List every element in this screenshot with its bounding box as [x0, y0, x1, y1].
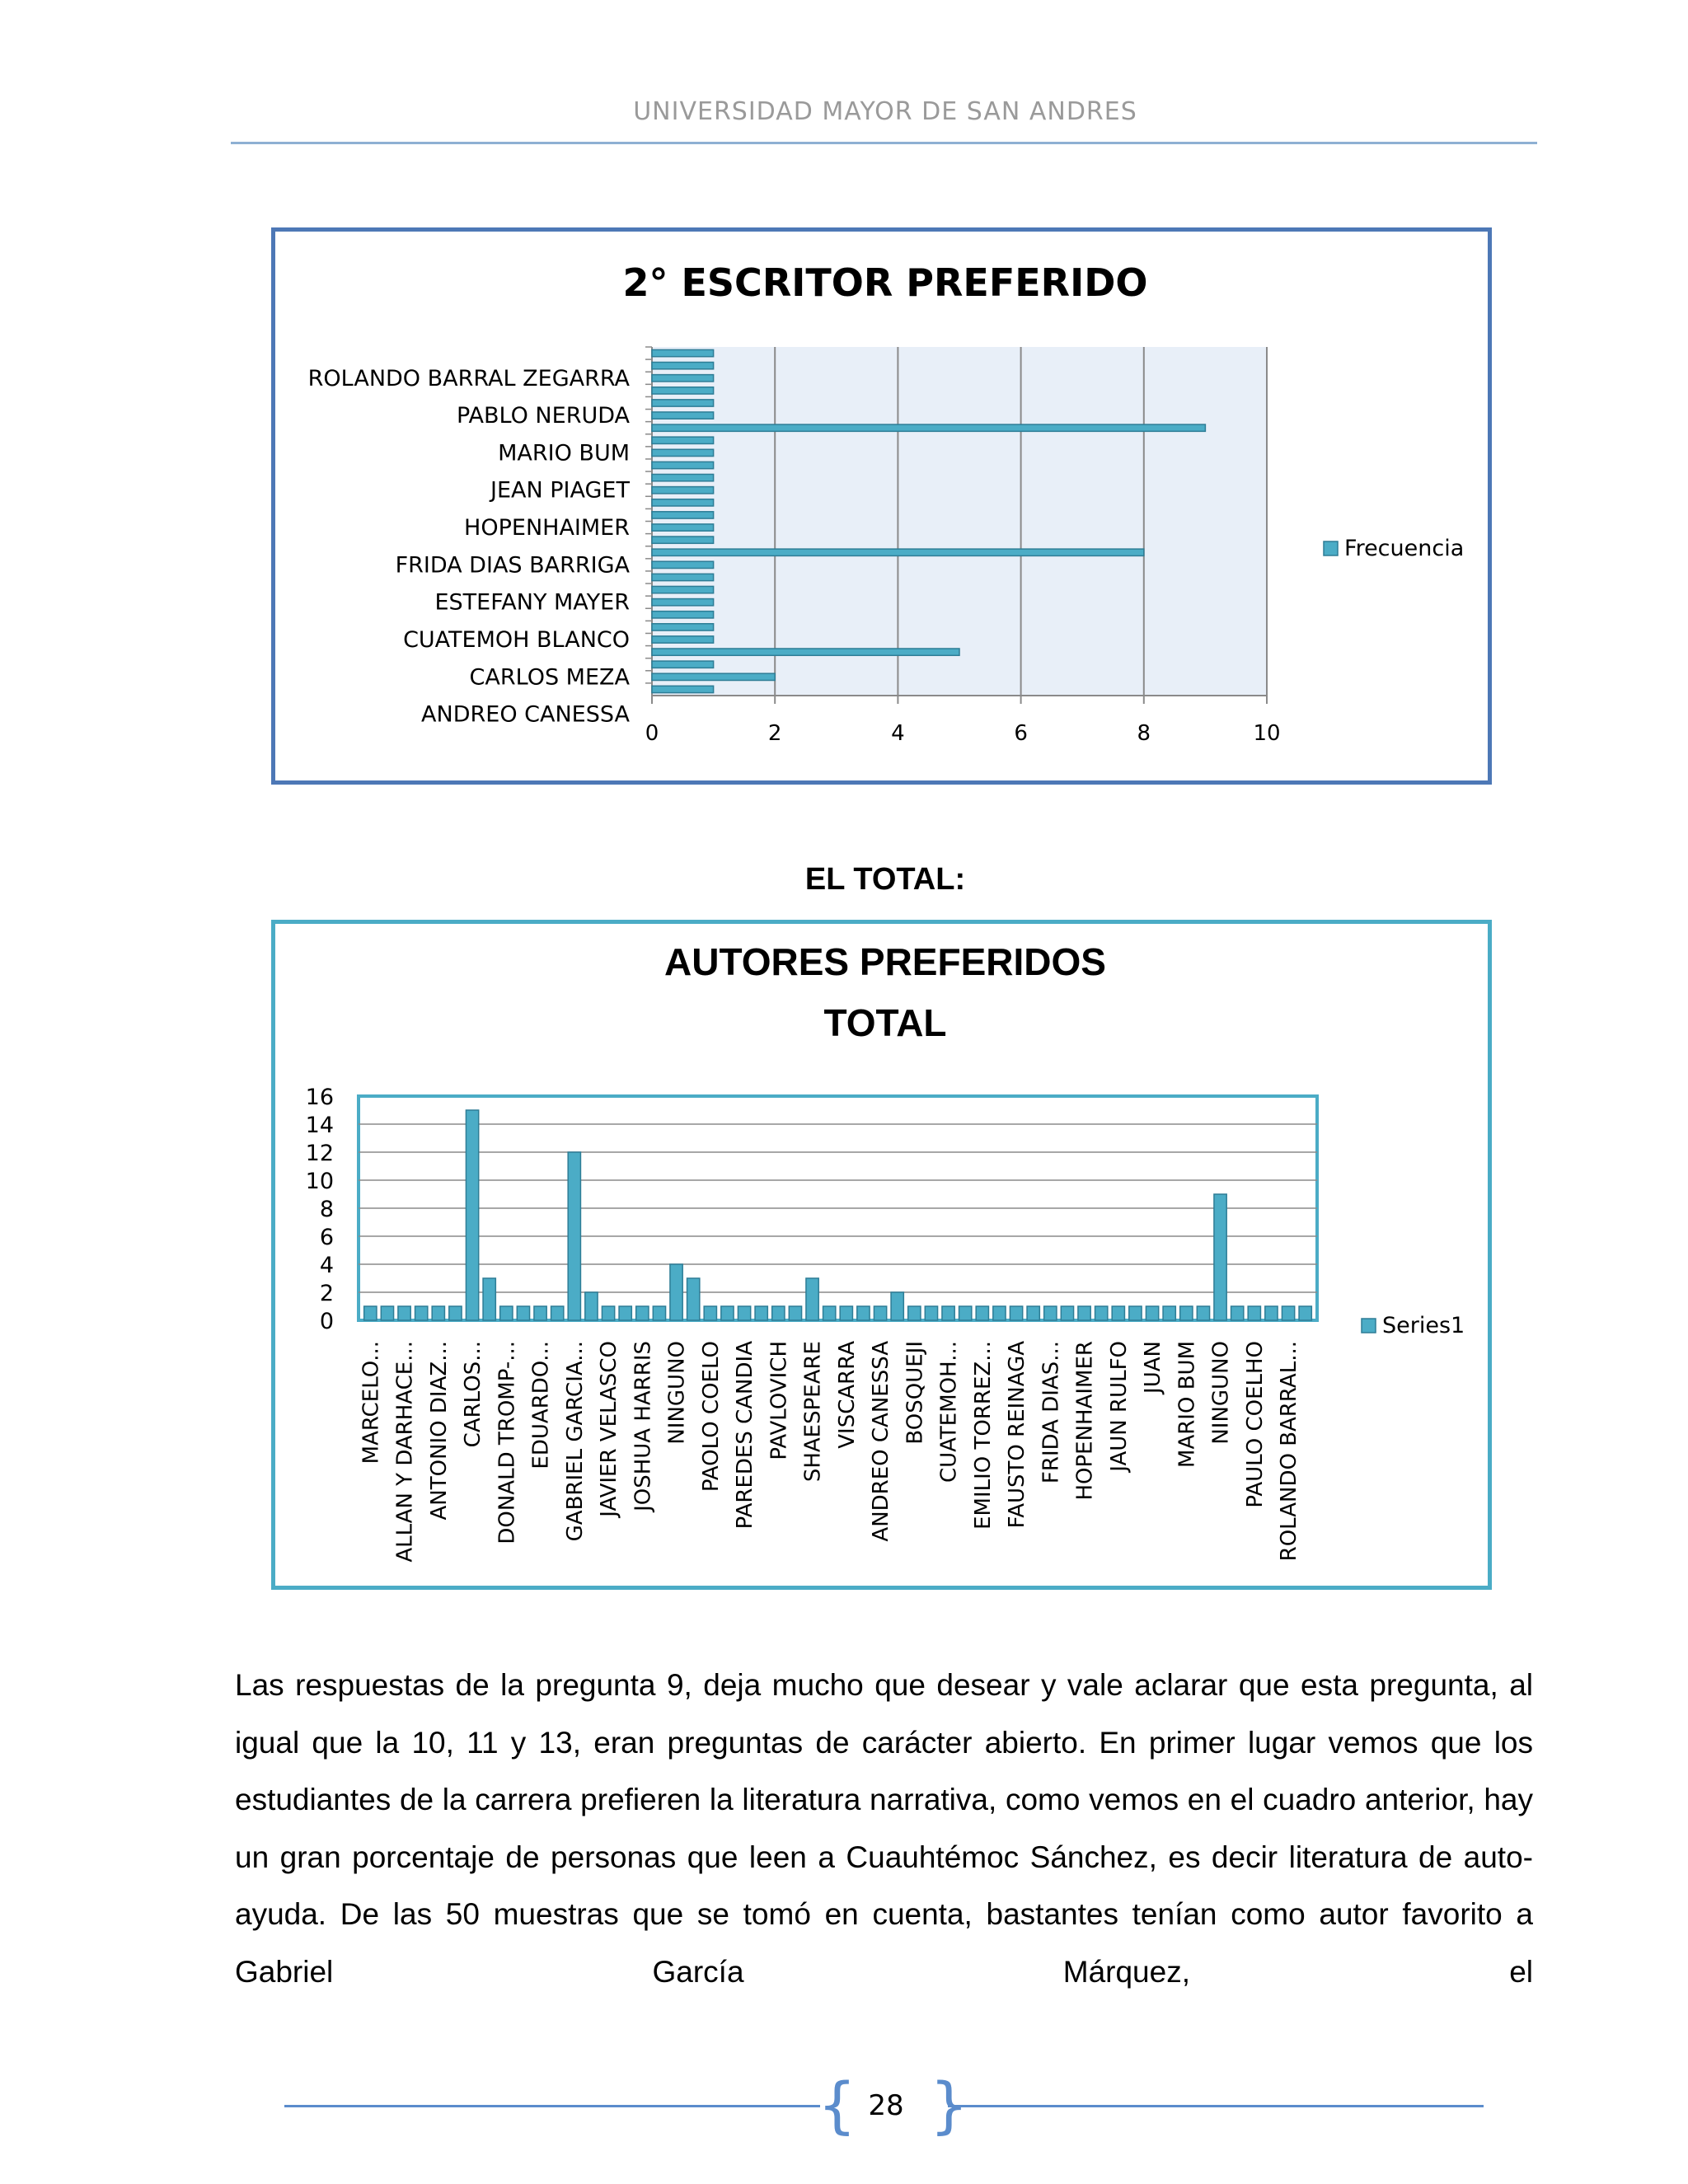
bar [1299, 1306, 1311, 1320]
x-tick-label: CUATEMOH... [936, 1341, 962, 1483]
x-tick-label: 2 [767, 721, 782, 746]
bar [652, 586, 714, 593]
chart-autores-total [271, 920, 1492, 1590]
bar [1214, 1194, 1226, 1320]
chart-segundo-escritor [271, 227, 1492, 785]
y-tick-label: 6 [319, 1225, 334, 1250]
y-tick-label: 2 [319, 1281, 334, 1306]
bar [1044, 1306, 1057, 1320]
y-tick-label: CUATEMOH BLANCO [403, 627, 630, 654]
bar [959, 1306, 972, 1320]
x-tick-label: SHAESPEARE [800, 1341, 826, 1483]
bar [381, 1306, 393, 1320]
y-tick-label: ANDREO CANESSA [421, 701, 630, 728]
bar [1078, 1306, 1090, 1320]
bar [652, 686, 714, 692]
bar [652, 561, 714, 568]
bar [976, 1306, 988, 1320]
bar [500, 1306, 513, 1320]
bar [652, 574, 714, 580]
x-tick-label: ANTONIO DIAZ... [426, 1341, 452, 1521]
x-tick-label: JAUN RULFO [1106, 1341, 1132, 1472]
y-tick-label: HOPENHAIMER [464, 515, 630, 541]
x-tick-label: EDUARDO... [528, 1341, 554, 1469]
bar [652, 437, 714, 443]
bar [652, 612, 714, 618]
bar [652, 449, 714, 456]
y-tick-label: 16 [305, 1085, 334, 1110]
bar [652, 537, 714, 543]
bar [1061, 1306, 1073, 1320]
y-tick-label: 14 [305, 1113, 334, 1138]
bar [1282, 1306, 1294, 1320]
bar [653, 1306, 665, 1320]
bar [415, 1306, 428, 1320]
bar [398, 1306, 410, 1320]
bar [823, 1306, 836, 1320]
bar [652, 512, 714, 518]
bar [652, 424, 1205, 431]
chart-title-line-2: TOTAL [823, 1001, 947, 1044]
x-tick-label: PAOLO COELO [698, 1341, 724, 1493]
bar [652, 649, 959, 655]
x-tick-label: NINGUNO [1208, 1341, 1234, 1445]
bar [585, 1292, 598, 1320]
bar [652, 499, 714, 506]
x-tick-label: 4 [891, 721, 905, 746]
bar [925, 1306, 937, 1320]
bar [755, 1306, 767, 1320]
x-tick-label: NINGUNO [664, 1341, 690, 1445]
x-tick-label: JOSHUA HARRIS [631, 1341, 656, 1511]
plot-area [652, 347, 1267, 696]
section-label-total: EL TOTAL: [804, 862, 966, 897]
bar [670, 1264, 682, 1320]
y-tick-label: 8 [319, 1197, 334, 1222]
bar [551, 1306, 564, 1320]
x-tick-label: PAULO COELHO [1242, 1341, 1268, 1508]
bar [652, 375, 714, 382]
y-tick-label: PABLO NERUDA [456, 403, 630, 429]
bar [652, 349, 714, 356]
y-tick-label: CARLOS MEZA [469, 664, 630, 691]
bar [652, 673, 775, 680]
bar [1180, 1306, 1193, 1320]
y-tick-label: 4 [319, 1253, 334, 1278]
y-tick-label: MARIO BUM [498, 440, 630, 466]
bar [652, 387, 714, 394]
bar [652, 624, 714, 630]
bar [602, 1306, 614, 1320]
bar [652, 661, 714, 668]
bar [942, 1306, 954, 1320]
bar [652, 462, 714, 468]
bar [1197, 1306, 1209, 1320]
footer-divider-left [284, 2105, 820, 2107]
bar [517, 1306, 529, 1320]
bar [364, 1306, 377, 1320]
bar [619, 1306, 631, 1320]
x-tick-label: CARLOS... [461, 1341, 486, 1448]
bar [1129, 1306, 1142, 1320]
footer-bracket-right: } [930, 2070, 969, 2141]
bar [652, 549, 1144, 555]
x-tick-label: FAUSTO REINAGA [1005, 1341, 1030, 1529]
bar [789, 1306, 801, 1320]
bar [568, 1152, 580, 1320]
bar [1265, 1306, 1278, 1320]
x-tick-label: PAVLOVICH [767, 1341, 792, 1460]
y-tick-label: 10 [305, 1169, 334, 1194]
x-tick-label: HOPENHAIMER [1072, 1341, 1098, 1501]
legend-swatch [1324, 541, 1338, 555]
bar [806, 1278, 818, 1320]
bar [652, 474, 714, 480]
chart-autores-total-svg [275, 924, 1488, 1586]
legend-swatch [1362, 1319, 1376, 1333]
header-divider [231, 142, 1537, 144]
bar [1146, 1306, 1158, 1320]
x-tick-label: MARIO BUM [1175, 1341, 1200, 1468]
bar [891, 1292, 903, 1320]
x-tick-label: FRIDA DIAS... [1039, 1341, 1064, 1484]
chart-title-line-1: AUTORES PREFERIDOS [664, 940, 1106, 983]
bar [466, 1110, 478, 1320]
x-tick-label: EMILIO TORREZ... [970, 1341, 996, 1530]
bar [704, 1306, 716, 1320]
bar [652, 400, 714, 406]
bar [432, 1306, 444, 1320]
x-tick-label: 8 [1137, 721, 1151, 746]
bar [652, 636, 714, 643]
bar [874, 1306, 886, 1320]
x-tick-label: VISCARRA [834, 1341, 860, 1449]
bar [721, 1306, 734, 1320]
bar [1231, 1306, 1244, 1320]
y-tick-label: ROLANDO BARRAL ZEGARRA [307, 365, 630, 391]
legend-label: Frecuencia [1344, 536, 1465, 561]
bar [652, 363, 714, 369]
x-tick-label: BOSQUEJI [903, 1341, 928, 1445]
chart-title: 2° ESCRITOR PREFERIDO [622, 260, 1148, 305]
bar [1248, 1306, 1260, 1320]
bar [993, 1306, 1006, 1320]
x-tick-label: DONALD TROMP-... [495, 1341, 520, 1544]
footer-divider-right [948, 2105, 1484, 2107]
bar [483, 1278, 495, 1320]
footer-bracket-left: { [818, 2070, 857, 2141]
x-tick-label: ALLAN Y DARHACE... [392, 1341, 418, 1563]
bar [738, 1306, 750, 1320]
bar [652, 487, 714, 494]
x-tick-label: MARCELO... [359, 1341, 384, 1465]
y-tick-label: ESTEFANY MAYER [434, 589, 630, 616]
y-tick-label: 12 [305, 1141, 334, 1166]
x-tick-label: 0 [645, 721, 659, 746]
bar [449, 1306, 462, 1320]
x-tick-label: 6 [1014, 721, 1028, 746]
x-tick-label: JAVIER VELASCO [597, 1341, 622, 1517]
x-tick-label: 10 [1253, 721, 1281, 746]
legend-label: Series1 [1382, 1313, 1465, 1338]
chart-segundo-escritor-svg [275, 232, 1488, 780]
x-tick-label: JUAN [1141, 1341, 1166, 1394]
bar [857, 1306, 870, 1320]
bar [652, 524, 714, 531]
bar [1027, 1306, 1039, 1320]
page-header-title: UNIVERSIDAD MAYOR DE SAN ANDRES [633, 97, 1137, 126]
x-tick-label: GABRIEL GARCIA... [562, 1341, 588, 1542]
bar [1112, 1306, 1124, 1320]
bar [636, 1306, 649, 1320]
bar [652, 412, 714, 419]
bar [908, 1306, 921, 1320]
x-tick-label: ANDREO CANESSA [869, 1341, 894, 1542]
y-tick-label: FRIDA DIAS BARRIGA [395, 552, 630, 579]
bar [1095, 1306, 1108, 1320]
bar [840, 1306, 852, 1320]
y-tick-label: 0 [319, 1309, 334, 1334]
body-paragraph: Las respuestas de la pregunta 9, deja mucho que desear y vale aclarar que esta pregunta, al igual que la 10, 11 y 13, eran preguntas de carácter abierto. En primer lugar vemos que los estudiantes de la carrera prefieren la literatura narrativa, como vemos en el cuadro anterior, hay un gran porcentaje de personas que leen a Cuauhtémoc Sánchez, es decir literatura de auto-ayuda. De las 50 muestras que se tomó en cuenta, bastantes tenían como autor favorito a Gabriel García Márquez, el [235, 1668, 1533, 1989]
bar [534, 1306, 546, 1320]
x-tick-label: PAREDES CANDIA [733, 1341, 758, 1530]
y-tick-label: JEAN PIAGET [490, 477, 630, 504]
bar [1163, 1306, 1175, 1320]
x-tick-label: ROLANDO BARRAL... [1277, 1341, 1302, 1562]
bar [772, 1306, 785, 1320]
bar [1010, 1306, 1022, 1320]
bar [687, 1278, 700, 1320]
page-number: 28 [868, 2089, 904, 2122]
bar [652, 599, 714, 606]
